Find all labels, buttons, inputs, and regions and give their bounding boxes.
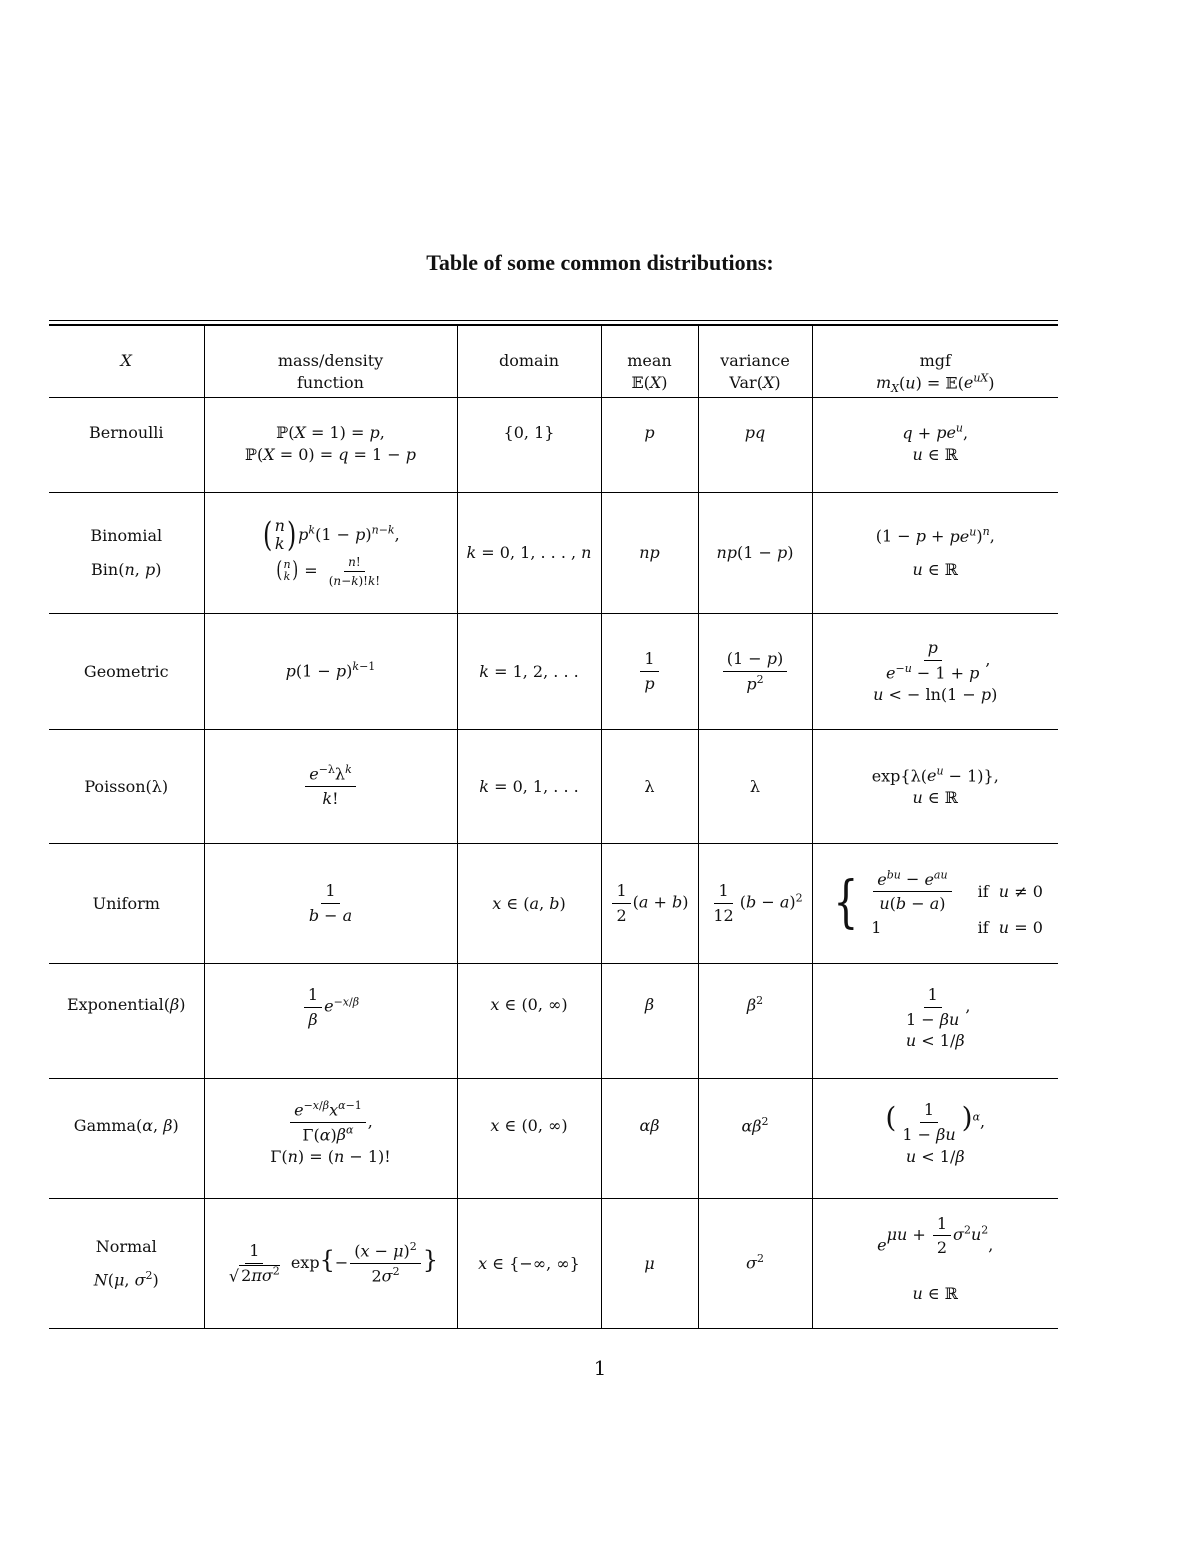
header-domain: domain: [457, 326, 601, 398]
table-row: [49, 613, 1058, 729]
dist-domain: x ∈ (0, ∞): [457, 1078, 601, 1198]
dist-pmf: $\frac{e^{-x/\beta}x^{\alpha-1}}{\Gamma(\alpha)\beta^\alpha}$ , Γ(n) = (n − 1)!: [204, 1078, 457, 1198]
dist-domain: k = 0, 1, . . .: [457, 729, 601, 843]
dist-pmf: $p(1 - p)^{k-1}$: [204, 613, 457, 729]
dist-mgf: ( $\frac{1}{1 - \beta u}$ )$^\alpha$, u < 1/β: [812, 1078, 1058, 1198]
dist-mgf: { $\frac{e^{bu} - e^{au}}{u(b - a)}$ if u ≠ 0 1 if u = 0: [812, 843, 1058, 963]
dist-mean: $\frac{1}{p}$: [601, 613, 698, 729]
dist-mean: $\frac{1}{2}$ (a + b): [601, 843, 698, 963]
dist-name: Bernoulli: [49, 397, 204, 492]
dist-pmf: $\frac{1}{\beta}$ $e^{-x/\beta}$: [204, 963, 457, 1078]
dist-mean: β: [601, 963, 698, 1078]
dist-pmf: $\frac{e^{-\lambda}\lambda^k}{k!}$: [204, 729, 457, 843]
distribution-table: [49, 320, 1058, 1329]
dist-mean: np: [601, 492, 698, 613]
dist-name: Binomial Bin(n, p): [49, 492, 204, 613]
dist-domain: x ∈ (a, b): [457, 843, 601, 963]
dist-domain: x ∈ {−∞, ∞}: [457, 1198, 601, 1328]
dist-mgf: $\exp\{\lambda(e^u - 1)\}$, u ∈ ℝ: [812, 729, 1058, 843]
table-row: [49, 492, 1058, 613]
header-mean: mean 𝔼(X): [601, 326, 698, 398]
table-row: [49, 1198, 1058, 1328]
dist-variance: $\frac{(1 - p)}{p^2}$: [698, 613, 812, 729]
dist-variance: np(1 − p): [698, 492, 812, 613]
table-row: [49, 729, 1058, 843]
dist-mean: μ: [601, 1198, 698, 1328]
dist-name: Uniform: [49, 843, 204, 963]
dist-mgf: eμu + $\frac{1}{2}$ $\sigma^2u^2$, u ∈ ℝ: [812, 1198, 1058, 1328]
dist-domain: k = 0, 1, . . . , n: [457, 492, 601, 613]
dist-pmf: ℙ(X = 1) = p, ℙ(X = 0) = q = 1 − p: [204, 397, 457, 492]
dist-domain: x ∈ (0, ∞): [457, 963, 601, 1078]
dist-mean: αβ: [601, 1078, 698, 1198]
dist-mgf: $\frac{p}{e^{-u} - 1 + p}$ , u < − ln(1 − p): [812, 613, 1058, 729]
dist-pmf: ( n k ) $p^k(1 - p)^{n-k}$, ( n k ) = $\frac{n!}{(n-k)!k!}$: [204, 492, 457, 613]
dist-mgf: $\frac{1}{1 - \beta u}$ , u < 1/β: [812, 963, 1058, 1078]
dist-domain: {0, 1}: [457, 397, 601, 492]
dist-name: Poisson(λ): [49, 729, 204, 843]
dist-variance: $\alpha\beta^2$: [698, 1078, 812, 1198]
dist-name: Geometric: [49, 613, 204, 729]
page-number: 1: [593, 1356, 607, 1380]
dist-variance: pq: [698, 397, 812, 492]
dist-variance: $\sigma^2$: [698, 1198, 812, 1328]
dist-pmf: $\frac{1}{b - a}$: [204, 843, 457, 963]
dist-variance: $\beta^2$: [698, 963, 812, 1078]
table-row: [49, 397, 1058, 492]
dist-mgf: $(1 - p + pe^u)^n$, u ∈ ℝ: [812, 492, 1058, 613]
header-mgf: mgf $m_X(u)$ = $𝔼(e^{uX})$: [812, 326, 1058, 398]
dist-domain: k = 1, 2, . . .: [457, 613, 601, 729]
dist-name: Gamma(α, β): [49, 1078, 204, 1198]
dist-name: Exponential(β): [49, 963, 204, 1078]
table-row: [49, 963, 1058, 1078]
header-variance: variance Var(X): [698, 326, 812, 398]
dist-mean: λ: [601, 729, 698, 843]
dist-pmf: $\frac{1}{√ 2\pi\sigma^2}$ exp{− $\frac{(x - \mu)^2}{2\sigma^2}$ }: [204, 1198, 457, 1328]
dist-variance: $\frac{1}{12}$ $(b - a)^2$: [698, 843, 812, 963]
table-row: [49, 843, 1058, 963]
header-mass: mass/density function: [204, 326, 457, 398]
table-header-row: [49, 326, 1058, 398]
dist-name: Normal N(μ, $\sigma^2$): [49, 1198, 204, 1328]
dist-variance: λ: [698, 729, 812, 843]
dist-mean: p: [601, 397, 698, 492]
dist-mgf: $q + pe^u$, u ∈ ℝ: [812, 397, 1058, 492]
table-row: [49, 1078, 1058, 1198]
page-title: Table of some common distributions:: [426, 250, 774, 275]
header-x: X: [49, 326, 204, 398]
